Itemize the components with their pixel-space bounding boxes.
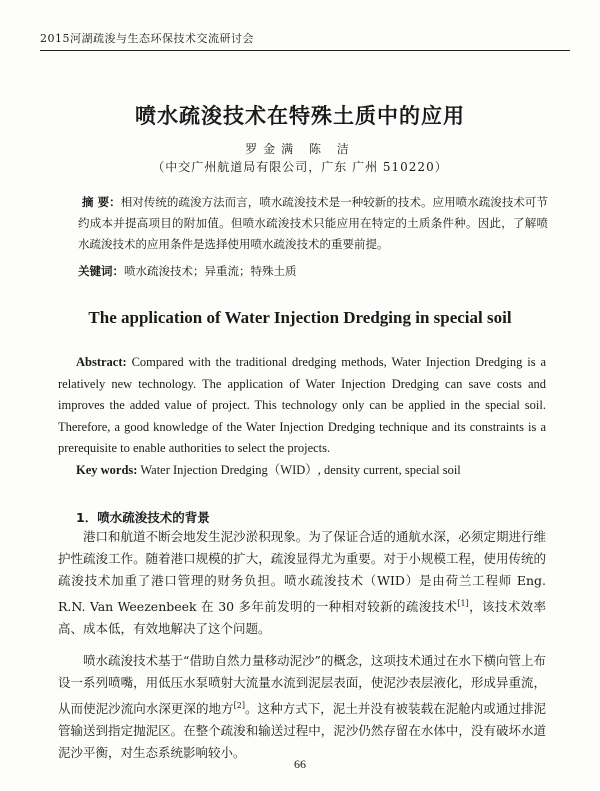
running-header [40, 30, 570, 51]
keywords-cn-text: 喷水疏浚技术；异重流；特殊土质 [124, 264, 297, 278]
running-title: 2015河湖疏浚与生态环保技术交流研讨会 [40, 32, 254, 45]
citation-ref[interactable]: [1] [457, 598, 469, 608]
paragraph-text: 。这种方式下，泥土并没有被装载在泥舱内或通过排泥管输送到指定抛泥区。在整个疏浚和输送过程中，泥沙仍然存留在水体中，没有破坏水道泥沙平衡，对生态系统影响较小。 [58, 700, 546, 761]
keywords-en-label: Key words: [76, 463, 138, 477]
abstract-cn-text: 相对传统的疏浚方法而言，喷水疏浚技术是一种较新的技术。应用喷水疏浚技术可节约成本并提高项目的附加值。但喷水疏浚技术只能应用在特定的土质条件种。因此，了解喷水疏浚技术的应用条件是选择使用喷水疏浚技术的重要前提。 [78, 195, 548, 251]
section-title: 1．喷水疏浚技术的背景 [76, 510, 210, 525]
paragraph-text: 港口和航道不断会地发生泥沙淤积现象。为了保证合适的通航水深，必须定期进行维护性疏浚工作。随着港口规模的扩大，疏浚显得尤为重要。对于小规模工程，使用传统的疏浚技术加重了港口管理的财务负担。喷水疏浚技术（WID）是由荷兰工程师 Eng. R.N. Van Weezenbeek 在 30 多年前发明的一种相对较新的疏浚技术 [58, 529, 546, 614]
abstract-en-label: Abstract: [76, 355, 127, 369]
paragraph [58, 650, 546, 764]
affiliation: （中交广州航道局有限公司，广东 广州 510220） [152, 160, 448, 174]
keywords-cn-label: 关键词： [78, 264, 124, 278]
section-body [58, 526, 546, 774]
authors: 罗金满 陈 洁 [245, 142, 355, 156]
paper-title-en: The application of Water Injection Dredging in special soil [88, 308, 512, 327]
citation-ref[interactable]: [2] [233, 700, 245, 710]
paragraph-text: 喷水疏浚技术基于“借助自然力量移动泥沙”的概念，这项技术通过在水下横向管上布设一系列喷嘴，用低压水泵喷射大流量水流到泥层表面，使泥沙表层液化，形成异重流，从而使泥沙流向水深更深的地方 [58, 653, 546, 716]
paragraph-text: ，该技术效率高、成本低，有效地解决了这个问题。 [58, 598, 546, 636]
paper-title-cn: 喷水疏浚技术在特殊土质中的应用 [135, 103, 465, 128]
abstract-en [58, 352, 546, 460]
abstract-en-text: Compared with the traditional dredging methods, Water Injection Dredging is a relatively new technology. The application of Water Injection Dredging can save costs and improves the added value of project. This technology only can be applied in the special soil. Therefore, a good knowledge of the Water Injection Dredging technique and its constraints is a prerequisite to enable authorities to select the projects. [58, 355, 546, 456]
abstract-cn-label: 摘 要： [82, 195, 121, 209]
keywords-en-text: Water Injection Dredging（WID）, density current, special soil [140, 463, 461, 477]
keywords-cn [78, 263, 548, 279]
keywords-en [76, 460, 546, 478]
page-number: 66 [294, 757, 306, 771]
abstract-cn [78, 192, 548, 255]
paragraph [58, 526, 546, 640]
